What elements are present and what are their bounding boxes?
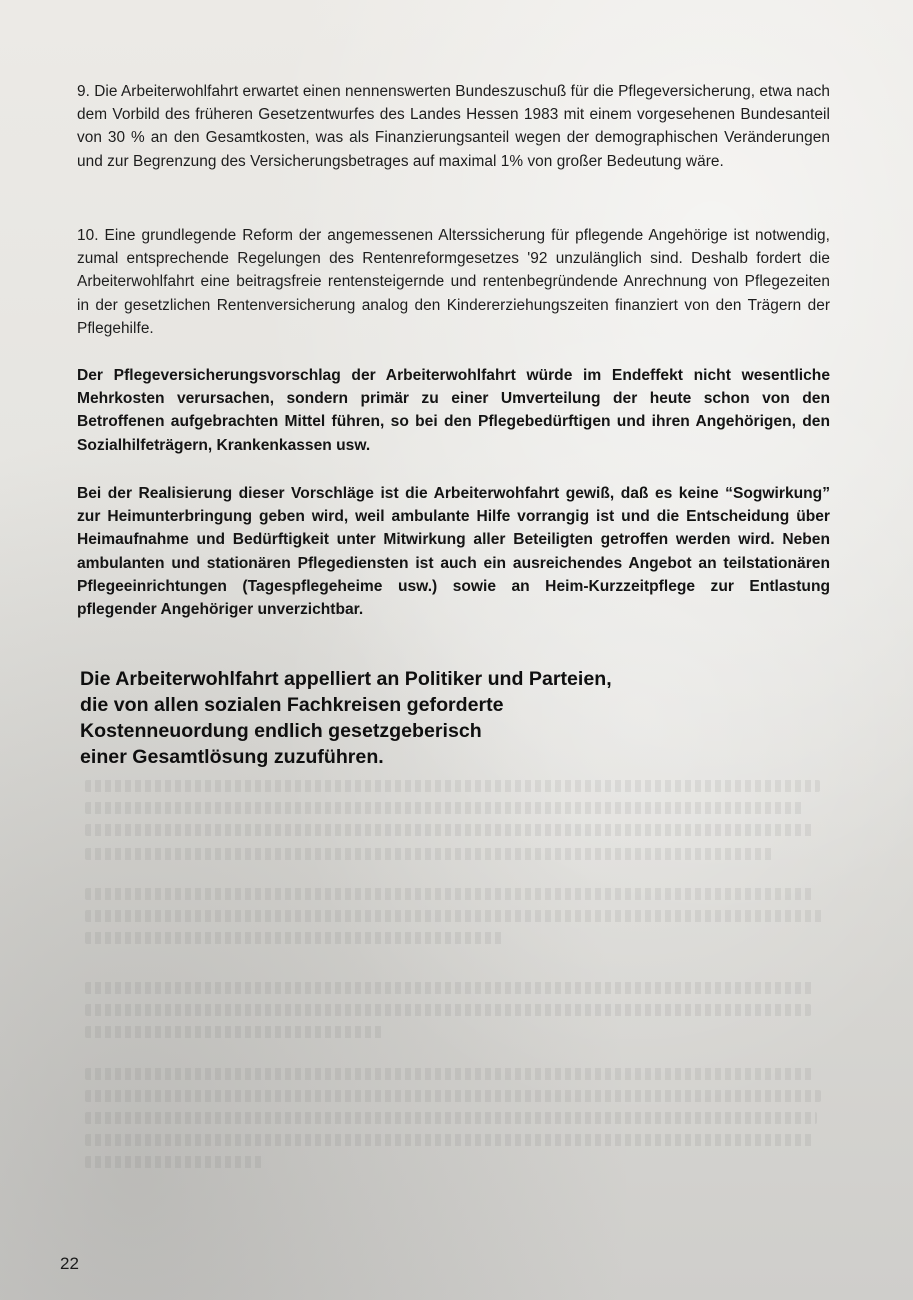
show-through-line (85, 982, 815, 994)
closing-line: Die Arbeiterwohlfahrt appelliert an Politiker und Parteien, (80, 668, 612, 690)
show-through-line (85, 888, 815, 900)
show-through-line (85, 1004, 811, 1016)
show-through-line (85, 780, 820, 792)
show-through-line (85, 1026, 385, 1038)
show-through-line (85, 1134, 813, 1146)
page-number: 22 (60, 1254, 79, 1273)
show-through-line (85, 1090, 821, 1102)
closing-line: einer Gesamtlösung zuzuführen. (80, 746, 384, 768)
show-through-line (85, 802, 805, 814)
show-through-line (85, 932, 505, 944)
bold-paragraph-realisation: Bei der Realisierung dieser Vorschläge ist die Arbeiterwohfahrt gewiß, daß es keine “Sogwirkung” zur Heimunterbringung geben wird, weil ambulante Hilfe vorrangig ist und die Entscheidung über Heimaufnahme und Bedürftigkeit unter Mitwirkung aller Beteiligten getroffen werden wird. Neben ambulanten und stationären Pflegediensten ist auch ein ausreichendes Angebot an teilstationären Pflegeeinrichtungen (Tagespflegeheime usw.) sowie an Heim-Kurzzeitpflege zur Entlastung pflegender Angehöriger unverzichtbar. (77, 485, 830, 619)
show-through-line (85, 1068, 815, 1080)
show-through-line (85, 1112, 817, 1124)
show-through-line (85, 910, 823, 922)
closing-appeal (80, 666, 800, 770)
paragraph-10: 10. Eine grundlegende Reform der angemessenen Alterssicherung für pflegende Angehörige ist notwendig, zumal entsprechende Regelungen des Rentenreformgesetzes '92 unzulänglich sind. Deshalb fordert die Arbeiterwohlfahrt eine beitragsfreie rentensteigernde und rentenbegründende Anrechnung von Pflegezeiten in der gesetzlichen Rentenversicherung analog den Kindererziehungszeiten finanziert von den Trägern der Pflegehilfe. (77, 227, 830, 337)
paragraph-9: 9. Die Arbeiterwohlfahrt erwartet einen nennenswerten Bundeszuschuß für die Pflegeversicherung, etwa nach dem Vorbild des früheren Gesetzentwurfes des Landes Hessen 1983 mit einem vorgesehenen Bundesanteil von 30 % an den Gesamtkosten, was als Finanzierungsanteil wegen der demographischen Veränderungen und zur Begrenzung des Versicherungsbetrages auf maximal 1% von großer Bedeutung wäre. (77, 83, 830, 170)
show-through-line (85, 1156, 265, 1168)
show-through-line (85, 824, 813, 836)
show-through-line (85, 848, 775, 860)
closing-line: die von allen sozialen Fachkreisen geforderte (80, 694, 504, 716)
bold-paragraph-cost: Der Pflegeversicherungsvorschlag der Arbeiterwohlfahrt würde im Endeffekt nicht wesentliche Mehrkosten verursachen, sondern primär zu einer Umverteilung der heute schon von den Betroffenen aufgebrachten Mittel führen, so bei den Pflegebedürftigen und ihren Angehörigen, den Sozialhilfeträgern, Krankenkassen usw. (77, 367, 830, 454)
closing-line: Kostenneuordung endlich gesetzgeberisch (80, 720, 482, 742)
